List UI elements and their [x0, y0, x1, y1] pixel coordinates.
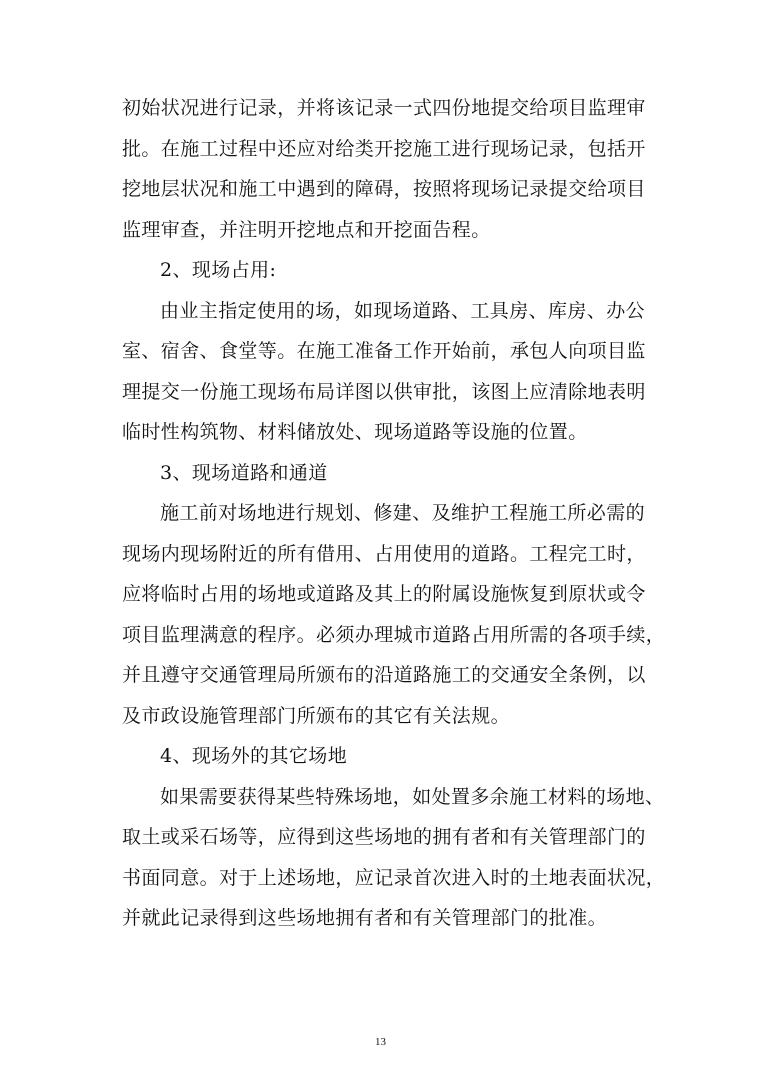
text-line: 项目监理满意的程序。必须办理城市道路占用所需的各项手续，	[122, 623, 666, 646]
text-line: 挖地层状况和施工中遇到的障碍，按照将现场记录提交给项目	[122, 178, 646, 200]
text-line: 应将临时占用的场地或道路及其上的附属设施恢复到原状或令	[122, 583, 646, 605]
section-heading: 2、现场占用:	[160, 259, 277, 281]
text-line: 现场内现场附近的所有借用、占用使用的道路。工程完工时，	[122, 542, 646, 565]
text-line: 取土或采石场等，应得到这些场地的拥有者和有关管理部门的	[122, 826, 646, 848]
text-line: 初始状况进行记录，并将该记录一式四份地提交给项目监理审	[122, 97, 646, 119]
document-body	[122, 88, 666, 939]
text-line: 理提交一份施工现场布局详图以供审批，该图上应清除地表明	[122, 380, 646, 403]
section-heading: 4、现场外的其它场地	[160, 745, 348, 767]
text-line: 如果需要获得某些特殊场地，如处置多余施工材料的场地、	[160, 785, 665, 808]
text-line: 及市政设施管理部门所颁布的其它有关法规。	[122, 704, 511, 727]
section-heading: 3、现场道路和通道	[160, 461, 328, 484]
text-line: 施工前对场地进行规划、修建、及维护工程施工所必需的	[160, 502, 646, 524]
text-line: 由业主指定使用的场，如现场道路、工具房、库房、办公	[160, 299, 646, 322]
text-line: 书面同意。对于上述场地，应记录首次进入时的土地表面状况，	[122, 866, 666, 889]
text-line: 临时性构筑物、材料储放处、现场道路等设施的位置。	[122, 421, 588, 443]
page-number: 13	[375, 1036, 386, 1048]
text-line: 批。在施工过程中还应对给类开挖施工进行现场记录，包括开	[122, 137, 646, 160]
text-line: 监理审查，并注明开挖地点和开挖面告程。	[122, 218, 491, 241]
text-line: 室、宿舍、食堂等。在施工准备工作开始前，承包人向项目监	[122, 340, 646, 362]
text-line: 并且遵守交通管理局所颁布的沿道路施工的交通安全条例，以	[122, 664, 646, 686]
text-line: 并就此记录得到这些场地拥有者和有关管理部门的批准。	[122, 907, 608, 929]
